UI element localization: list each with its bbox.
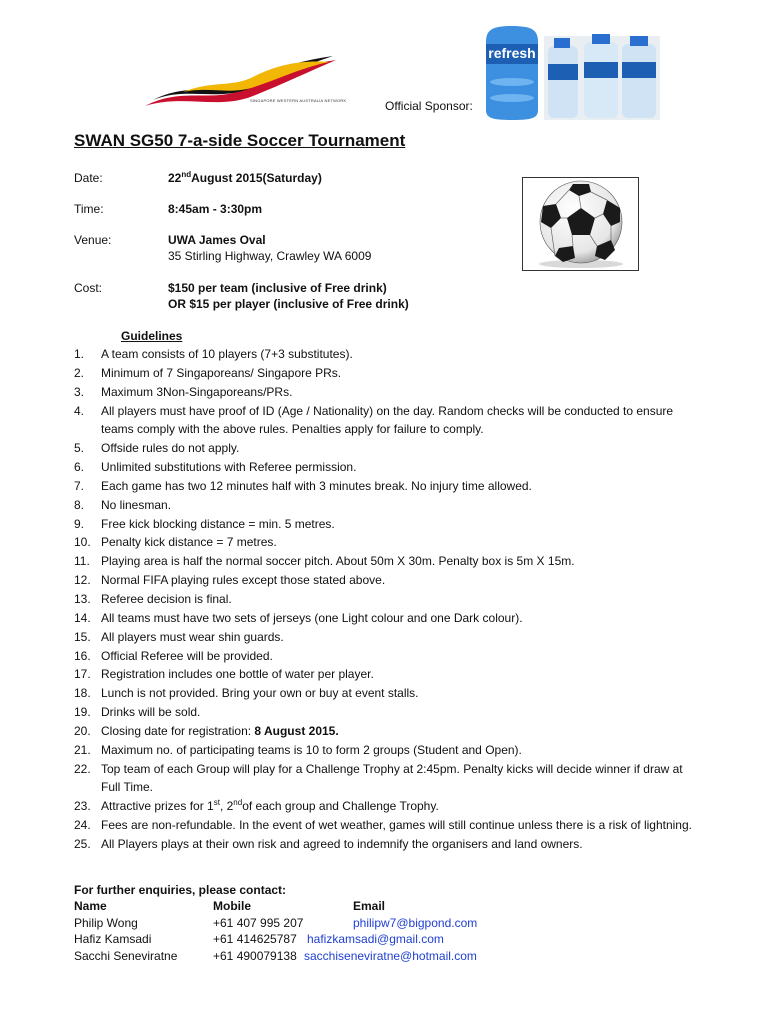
soccer-ball-image-frame (522, 177, 639, 271)
guideline-item (74, 797, 694, 816)
guideline-bold: 8 August 2015. (254, 723, 339, 738)
guideline-item (74, 835, 694, 854)
venue-name: UWA James Oval (168, 233, 266, 247)
guideline-sup2: nd (233, 798, 243, 808)
time-label: Time: (74, 202, 104, 216)
cost-label: Cost: (74, 281, 103, 295)
guideline-text: Each game has two 12 minutes half with 3 minutes break. No injury time allowed. (101, 478, 532, 493)
guideline-item (74, 684, 694, 703)
guideline-item (74, 590, 694, 609)
guideline-number: 23. (74, 799, 91, 814)
guideline-text: Drinks will be sold. (101, 705, 201, 720)
guideline-number: 3. (74, 384, 85, 399)
contact-email-link[interactable]: hafizkamsadi@gmail.com (307, 932, 444, 946)
guideline-number: 21. (74, 742, 91, 757)
date-label: Date: (74, 171, 103, 185)
guideline-number: 4. (74, 403, 85, 418)
guideline-text: Unlimited substitutions with Referee permission. (101, 460, 357, 475)
guideline-mid: , 2 (219, 799, 234, 814)
guideline-number: 2. (74, 365, 85, 380)
contact-mobile: +61 490079138 (213, 948, 297, 963)
guideline-item (74, 571, 694, 590)
contact-email-link[interactable]: philipw7@bigpond.com (353, 915, 478, 930)
guideline-item (74, 665, 694, 684)
guideline-text: All Players plays at their own risk and agreed to indemnify the organisers and land owners. (101, 836, 583, 851)
guideline-item (74, 703, 694, 722)
guideline-text: Maximum no. of participating teams is 10 to form 2 groups (Student and Open). (101, 742, 522, 757)
guideline-number: 12. (74, 573, 91, 588)
guideline-text: Free kick blocking distance = min. 5 metres. (101, 516, 335, 531)
guideline-text: Fees are non-refundable. In the event of wet weather, games will still continue unless there is a risk of lightning. (101, 818, 692, 833)
guideline-number: 9. (74, 516, 85, 531)
guideline-text: All players must wear shin guards. (101, 629, 284, 644)
guideline-item (74, 496, 694, 515)
date-value (168, 171, 322, 185)
venue-label: Venue: (74, 233, 112, 247)
guideline-number: 1. (74, 347, 85, 361)
guideline-text: Top team of each Group will play for a Challenge Trophy at 2:45pm. Penalty kicks will decide winner if draw at Full Time. (101, 761, 683, 795)
guideline-number: 19. (74, 705, 91, 720)
sponsor-label: Official Sponsor: (385, 99, 473, 113)
guideline-number: 14. (74, 610, 91, 625)
guideline-item (74, 816, 694, 835)
soccer-ball-icon (523, 178, 638, 270)
guideline-number: 8. (74, 497, 85, 512)
guideline-number: 6. (74, 460, 85, 475)
guideline-item (74, 402, 694, 440)
contact-row (74, 916, 514, 933)
guideline-sup1: st (213, 798, 220, 808)
page-title: SWAN SG50 7-a-side Soccer Tournament (74, 131, 406, 150)
guideline-item (74, 760, 694, 798)
guideline-item (74, 533, 694, 552)
guideline-number: 5. (74, 441, 85, 456)
date-rest: August 2015(Saturday) (191, 171, 322, 185)
guidelines-heading: Guidelines (121, 329, 183, 343)
svg-text:refresh: refresh (488, 45, 536, 61)
guideline-text: Closing date for registration: (101, 723, 255, 738)
guideline-text: Lunch is not provided. Bring your own or buy at event stalls. (101, 686, 419, 701)
guideline-text: Penalty kick distance = 7 metres. (101, 535, 277, 550)
guideline-text: Playing area is half the normal soccer pitch. About 50m X 30m. Penalty box is 5m X 15m. (101, 554, 575, 569)
guideline-number: 17. (74, 667, 91, 682)
guideline-text: No linesman. (101, 497, 172, 512)
guideline-item (74, 515, 694, 534)
guideline-text: Maximum 3Non-Singaporeans/PRs. (101, 384, 293, 399)
contact-table (74, 899, 514, 965)
guideline-text: Normal FIFA playing rules except those stated above. (101, 573, 386, 588)
guideline-number: 18. (74, 686, 91, 701)
guideline-text: Attractive prizes for 1 (101, 799, 214, 814)
guideline-item (74, 458, 694, 477)
guideline-text: Official Referee will be provided. (101, 648, 273, 663)
guideline-number: 7. (74, 478, 85, 493)
contact-mobile: +61 414625787 (213, 932, 297, 946)
guideline-number: 11. (74, 554, 90, 569)
guideline-item (74, 722, 694, 741)
guideline-item (74, 647, 694, 666)
guideline-item (74, 552, 694, 571)
guideline-number: 22. (74, 761, 91, 776)
guideline-number: 24. (74, 818, 91, 833)
guideline-item (74, 439, 694, 458)
guideline-item (74, 609, 694, 628)
guideline-number: 16. (74, 648, 91, 663)
contact-col-email: Email (353, 899, 386, 913)
guideline-item (74, 477, 694, 496)
cost-player: OR $15 per player (inclusive of Free drink) (168, 297, 409, 311)
date-suffix: nd (181, 170, 192, 179)
guideline-item (74, 628, 694, 647)
guideline-text: Registration includes one bottle of water per player. (101, 667, 374, 682)
guideline-text: Offside rules do not apply. (101, 441, 240, 456)
guideline-text: Referee decision is final. (101, 591, 232, 606)
contact-col-name: Name (74, 899, 107, 913)
contact-heading: For further enquiries, please contact: (74, 883, 287, 897)
cost-team: $150 per team (inclusive of Free drink) (168, 281, 387, 295)
guideline-text: All teams must have two sets of jerseys (one Light colour and one Dark colour). (101, 610, 523, 625)
guideline-text: A team consists of 10 players (7+3 substitutes). (101, 347, 353, 361)
guideline-number: 20. (74, 723, 91, 738)
guideline-text: All players must have proof of ID (Age / Nationality) on the day. Random checks will be conducted to ensure teams comply with the above rules. Penalties apply for failure to comply. (101, 403, 674, 437)
date-day: 22 (168, 171, 182, 185)
guideline-tail: of each group and Challenge Trophy. (242, 799, 439, 814)
guideline-item (74, 364, 694, 383)
venue-address: 35 Stirling Highway, Crawley WA 6009 (168, 249, 372, 263)
guideline-item (74, 383, 694, 402)
guideline-item (74, 741, 694, 760)
contact-email-link[interactable]: sacchiseneviratne@hotmail.com (304, 948, 477, 963)
swan-logo (143, 56, 338, 112)
contact-row (74, 932, 514, 949)
guidelines-list (74, 345, 694, 854)
sponsor-water-bottles-image (482, 22, 662, 122)
contact-name: Hafiz Kamsadi (74, 932, 152, 946)
guideline-item (74, 345, 694, 364)
time-value: 8:45am - 3:30pm (168, 202, 263, 216)
logo-caption: SINGAPORE WESTERN AUSTRALIA NETWORK (250, 98, 347, 103)
contact-col-mobile: Mobile (213, 899, 251, 913)
guideline-number: 15. (74, 629, 91, 644)
contact-row (74, 949, 514, 966)
contact-mobile: +61 407 995 207 (213, 915, 304, 930)
guideline-number: 13. (74, 591, 91, 606)
guideline-number: 10. (74, 535, 91, 550)
guideline-number: 25. (74, 836, 91, 851)
contact-name: Sacchi Seneviratne (74, 948, 178, 963)
contact-name: Philip Wong (74, 915, 138, 930)
contact-header-row (74, 899, 514, 916)
guideline-text: Minimum of 7 Singaporeans/ Singapore PRs. (101, 365, 342, 380)
